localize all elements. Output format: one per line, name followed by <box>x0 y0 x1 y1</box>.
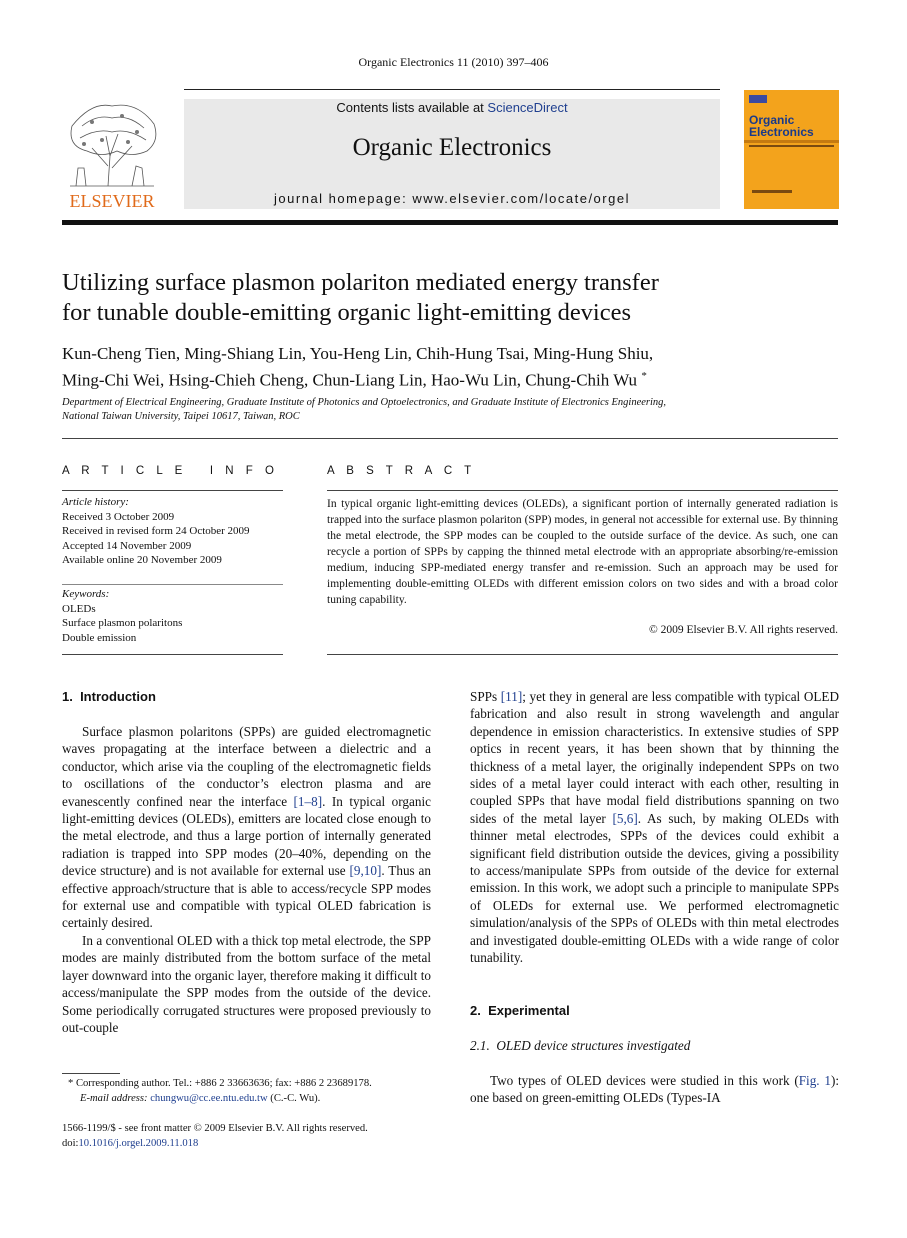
accepted-date: Accepted 14 November 2009 <box>62 539 192 552</box>
intro-p1-text: . Thus an effective approach/structure that is able to access/recycle SPP modes for external use and compatible with typical OLED fabrication is certainly desired. <box>62 863 431 931</box>
corresponding-author-note: * Corresponding author. Tel.: +886 2 33663636; fax: +886 2 23689178. <box>68 1078 372 1089</box>
footnote-rule <box>62 1073 120 1074</box>
abstract-heading: A B S T R A C T <box>327 465 476 477</box>
email-label: E-mail address: <box>80 1092 151 1104</box>
keyword: Double emission <box>62 631 137 644</box>
abstract-rule <box>327 490 838 491</box>
authors-line2-text: Ming-Chi Wei, Hsing-Chieh Cheng, Chun-Liang Lin, Hao-Wu Lin, Chung-Chih Wu <box>62 370 638 390</box>
revised-date: Received in revised form 24 October 2009 <box>62 525 250 537</box>
contents-line <box>184 100 720 115</box>
contents-prefix: Contents lists available at <box>336 100 488 115</box>
title-line1: Utilizing surface plasmon polariton mediated energy transfer <box>62 269 659 296</box>
issn-doi <box>62 1121 431 1151</box>
abstract-text: In typical organic light-emitting devices (OLEDs), a significant portion of internally generated radiation is trapped into the surface plasmon polariton (SPP) modes, in general not accessible for external use. By thinning the metal electrode, the SPP modes can be coupled to the outside surface of the device. As such, one can recycle a portion of SPPs by capping the thinned metal electrode with an appropriate absorbing/re-emission medium, inducing SPP-mediated energy transfer and re-emission. Such an approach may be used for implementing double-emitting OLEDs with different emission colors on two sides and with a broad color tuning capability. <box>327 498 838 606</box>
left-column <box>62 723 431 1036</box>
cover-art-icon <box>744 90 839 209</box>
affiliation-line1: Department of Electrical Engineering, Graduate Institute of Photonics and Optoelectronics, and Graduate Institute of Electronics Engineering, <box>62 397 667 408</box>
cover-title-line1: Organic <box>749 113 795 127</box>
exp-text: Two types of OLED devices were studied in this work ( <box>490 1073 799 1088</box>
issn-line: 1566-1199/$ - see front matter © 2009 Elsevier B.V. All rights reserved. <box>62 1123 368 1134</box>
doi-link[interactable]: 10.1016/j.orgel.2009.11.018 <box>78 1138 199 1149</box>
article-title <box>62 268 838 328</box>
elsevier-tree-icon <box>62 96 162 212</box>
intro-continued <box>470 688 839 967</box>
affiliation <box>62 396 838 424</box>
abstract-bottom-rule <box>327 654 838 655</box>
cover-title-line2: Electronics <box>749 125 814 139</box>
citation-link[interactable]: [1–8] <box>293 793 323 809</box>
keywords <box>62 587 283 645</box>
keyword: Surface plasmon polaritons <box>62 617 183 629</box>
separator-rule <box>62 438 838 439</box>
right-text: ; yet they in general are less compatible with typical OLED fabrication and also result in strong wavelength and angular dependence in emission characteristics. In extensive studies of SPP optics in recent years, it has been shown that by thinning the thickness of a metal layer, the originally independent SPPs on two sides of a metal layer could interact with each other, resulting in coupled SPPs that have modal field distributions spanning on two sides of the metal layer <box>470 689 839 826</box>
section-heading-introduction: 1. Introduction <box>62 689 156 704</box>
sciencedirect-link[interactable]: ScienceDirect <box>487 100 568 115</box>
journal-cover[interactable] <box>744 90 839 209</box>
section-heading-experimental: 2. Experimental <box>470 1003 570 1018</box>
right-text: . As such, by making OLEDs with thinner metal electrodes, SPPs of the devices could exhibit a significant field distribution outside the devices, giving a possibility to access/manipulate SPPs from outside of the device for external emission. In this work, we adopt such a principle to manipulate SPPs of OLEDs for external use. We performed electromagnetic simulation/analysis of the SPPs of OLEDs with thin metal electrodes and investigated double-emitting OLEDs with a wide range of color tunability. <box>470 810 839 966</box>
experimental-paragraph <box>470 1072 839 1107</box>
header-thick-rule <box>62 220 838 225</box>
cover-title <box>749 114 814 138</box>
info-mid-rule <box>62 584 283 585</box>
journal-title: Organic Electronics <box>352 134 552 161</box>
info-bottom-rule <box>62 654 283 655</box>
keywords-label: Keywords: <box>62 588 110 600</box>
info-rule <box>62 490 283 491</box>
citation-link[interactable]: [9,10] <box>349 863 382 879</box>
authors-line2 <box>62 365 838 392</box>
right-column <box>470 688 839 967</box>
copyright: © 2009 Elsevier B.V. All rights reserved. <box>649 624 838 636</box>
elsevier-logo[interactable] <box>62 96 162 212</box>
exp-text: ): one based on green-emitting OLEDs (Types-IA <box>470 1073 840 1106</box>
history-label: Article history: <box>62 496 129 508</box>
keyword: OLEDs <box>62 602 96 615</box>
intro-paragraph: In a conventional OLED with a thick top metal electrode, the SPP modes are mainly distributed from the bottom surface of the metal layer downward into the organic layer, therefore making it difficult to access/manipulate the SPP modes from the outside of the device. Some periodically corrugated structures were proposed previously to out-couple <box>62 932 431 1035</box>
running-head: Organic Electronics 11 (2010) 397–406 <box>358 55 549 69</box>
article-history <box>62 495 283 568</box>
subsection-heading: 2.1. OLED device structures investigated <box>470 1038 691 1053</box>
journal-homepage[interactable]: journal homepage: www.elsevier.com/locate/orgel <box>274 191 630 206</box>
title-line2: for tunable double-emitting organic light-emitting devices <box>62 299 632 326</box>
authors <box>62 342 838 392</box>
email-suffix: (C.-C. Wu). <box>267 1092 321 1104</box>
intro-p1-text: Surface plasmon polaritons (SPPs) are guided electromagnetic waves propagating at the interface between a dielectric and a conductor, which arise via the coupling of the electromagnetic fields to oscillations of the conductor’s electron plasma and are evanescently confined near the interface <box>62 724 431 809</box>
intro-paragraph <box>62 723 431 932</box>
experimental-text <box>470 1072 839 1107</box>
elsevier-wordmark: ELSEVIER <box>69 191 155 211</box>
authors-line1: Kun-Cheng Tien, Ming-Shiang Lin, You-Heng Lin, Chih-Hung Tsai, Ming-Hung Shiu, <box>62 344 654 363</box>
online-date: Available online 20 November 2009 <box>62 554 222 566</box>
citation-link[interactable]: [5,6] <box>612 810 638 826</box>
corresponding-mark[interactable]: * <box>641 370 647 382</box>
article-info-heading: A R T I C L E I N F O <box>62 465 279 477</box>
intro-p1-text: . In typical organic light-emitting devices (OLEDs), emitters are located close enough to the metal electrode, and thus a large portion of internally generated radiation is trapped into SPP modes (20–40%, depending on the device structure) and is not available for external use <box>62 793 431 879</box>
doi-label: doi: <box>62 1138 79 1149</box>
email-link[interactable]: chungwu@cc.ee.ntu.edu.tw <box>150 1092 268 1104</box>
affiliation-line2: National Taiwan University, Taipei 10617, Taiwan, ROC <box>62 411 300 422</box>
citation-link[interactable]: [11] <box>500 689 523 704</box>
header-top-rule <box>184 89 720 90</box>
figure-link[interactable]: Fig. 1 <box>798 1073 831 1088</box>
right-text: SPPs <box>470 689 501 704</box>
received-date: Received 3 October 2009 <box>62 510 175 523</box>
footnotes <box>62 1077 431 1106</box>
